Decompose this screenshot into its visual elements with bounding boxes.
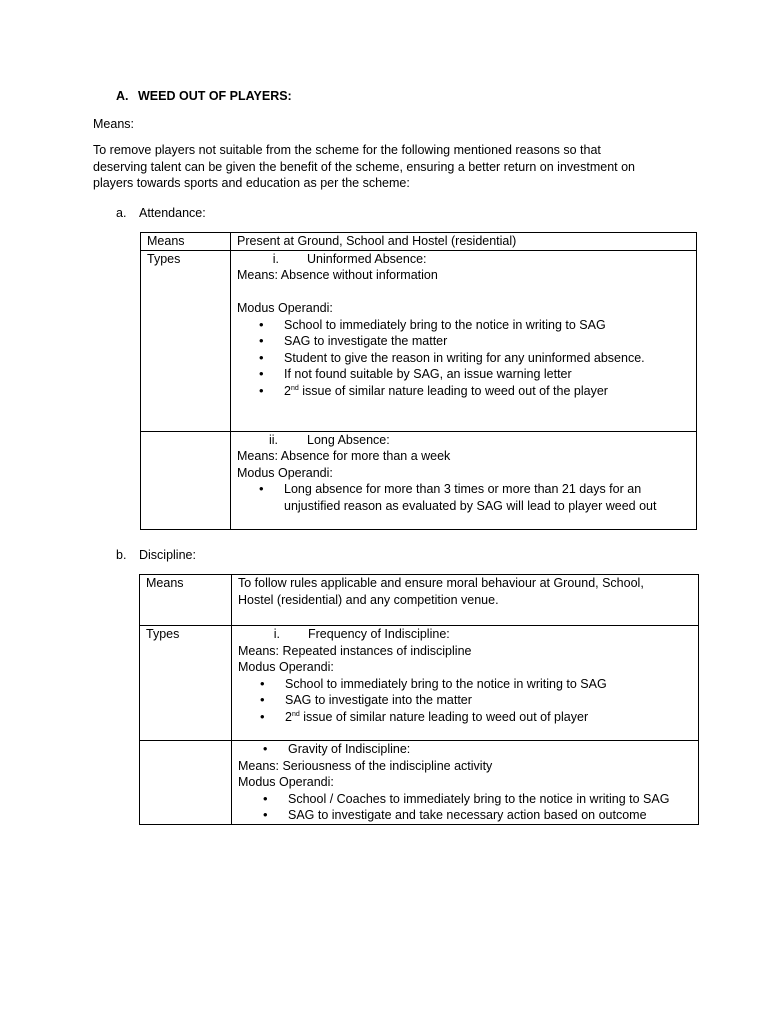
empty-cell (140, 741, 232, 825)
types-cell-uninformed (231, 250, 697, 431)
list-item: • SAG to investigate the matter (237, 333, 696, 350)
types-cell-gravity (232, 741, 699, 825)
modus-label: Modus Operandi: (237, 465, 333, 480)
type-title: Long Absence: (307, 432, 390, 447)
attendance-table (140, 232, 697, 530)
table-row (141, 233, 697, 251)
intro-paragraph (93, 142, 635, 192)
modus-label: Modus Operandi: (237, 301, 333, 315)
list-item: • 2nd issue of similar nature leading to weed out of the player (237, 383, 696, 400)
attendance-title: Attendance: (139, 206, 206, 220)
list-item: • If not found suitable by SAG, an issue warning letter (237, 366, 696, 383)
attendance-number: a. (116, 206, 127, 220)
list-item: • School to immediately bring to the notice in writing to SAG (237, 317, 696, 334)
modus-list (238, 676, 698, 726)
types-label-cell: Types (140, 626, 232, 741)
discipline-number: b. (116, 548, 127, 562)
list-item: • Student to give the reason in writing for any uninformed absence. (237, 350, 696, 367)
type-heading: • Gravity of Indiscipline: (238, 741, 698, 758)
type-title: Uninformed Absence: (307, 251, 427, 266)
list-item: • Long absence for more than 3 times or more than 21 days for an unjustified reason as evaluated by SAG will lead to player weed out (237, 481, 696, 514)
table-row (141, 250, 697, 431)
empty-cell (141, 431, 231, 529)
list-item: • SAG to investigate into the matter (238, 692, 698, 709)
attendance-heading (116, 205, 206, 222)
type-means: Means: Seriousness of the indiscipline activity (238, 758, 493, 773)
modus-label: Modus Operandi: (238, 660, 334, 674)
section-heading (116, 88, 292, 105)
means-label: Means: (93, 117, 134, 131)
discipline-title: Discipline: (139, 548, 196, 562)
table-row (140, 741, 699, 825)
types-cell-long (231, 431, 697, 529)
list-item: • SAG to investigate and take necessary action based on outcome (238, 807, 698, 824)
type-means: Means: Absence for more than a week (237, 449, 451, 463)
table-row (140, 626, 699, 741)
types-cell-frequency (232, 626, 699, 741)
intro-line: deserving talent can be given the benefit of the scheme, ensuring a better return on investment on (93, 159, 636, 174)
section-number: A. (116, 89, 129, 103)
modus-list (237, 317, 696, 400)
intro-line: players towards sports and education as per the scheme: (93, 176, 410, 190)
means-label-cell: Means (140, 575, 232, 626)
means-value-cell: To follow rules applicable and ensure moral behaviour at Ground, School, Hostel (residential) and any competition venue. (232, 575, 699, 626)
modus-list (238, 791, 698, 824)
table-row (141, 431, 697, 529)
type-number: ii. (268, 432, 278, 447)
types-label-cell: Types (141, 250, 231, 431)
type-means: Means: Repeated instances of indiscipline (238, 643, 472, 658)
means-label-cell: Means (141, 233, 231, 251)
list-item: • School / Coaches to immediately bring to the notice in writing to SAG (238, 791, 698, 808)
type-number: i. (272, 251, 279, 266)
intro-line: To remove players not suitable from the scheme for the following mentioned reasons so that (93, 143, 601, 157)
type-heading (238, 626, 698, 643)
list-item: • School to immediately bring to the notice in writing to SAG (238, 676, 698, 693)
type-number: i. (273, 627, 280, 641)
type-heading (237, 432, 696, 449)
type-means: Means: Absence without information (237, 268, 438, 282)
modus-list (237, 481, 696, 514)
discipline-heading (116, 547, 196, 564)
type-heading (237, 251, 696, 268)
type-title: Frequency of Indiscipline: (308, 627, 450, 641)
list-item: • 2nd issue of similar nature leading to weed out of player (238, 709, 698, 726)
modus-label: Modus Operandi: (238, 775, 334, 789)
table-row (140, 575, 699, 626)
means-value-cell: Present at Ground, School and Hostel (residential) (231, 233, 697, 251)
discipline-table (139, 574, 699, 825)
section-title: WEED OUT OF PLAYERS: (138, 89, 292, 103)
